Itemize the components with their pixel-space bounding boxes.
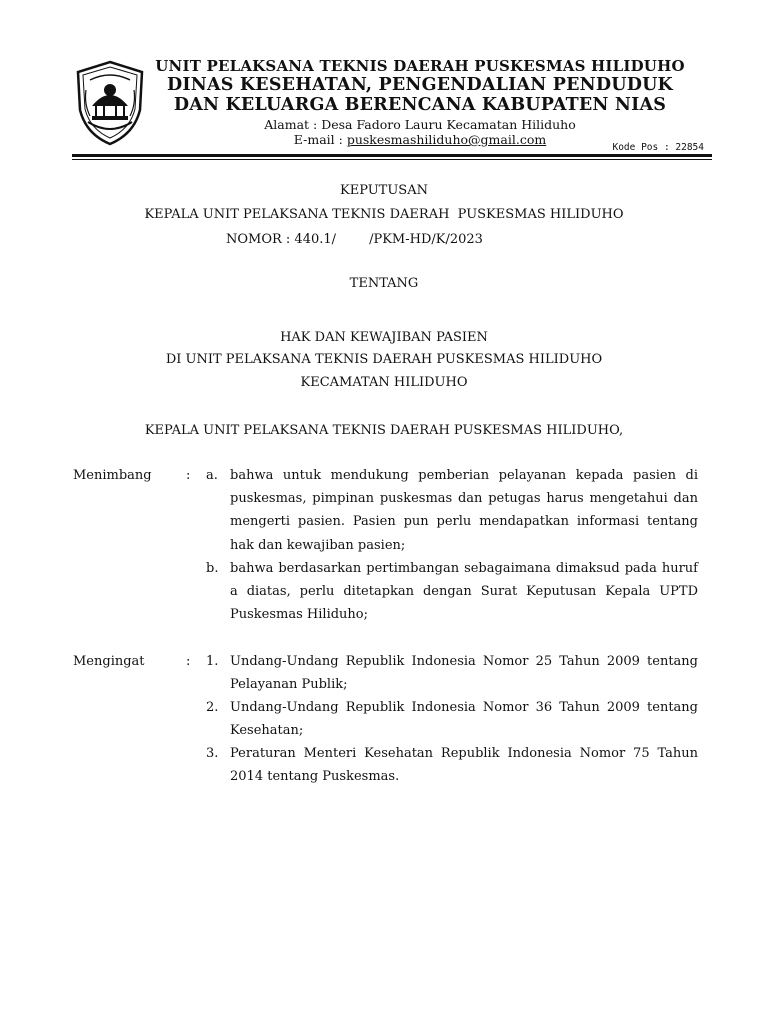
decree-issuer: KEPALA UNIT PELAKSANA TEKNIS DAERAH PUSKESMAS HILIDUHO <box>144 207 624 222</box>
menimbang-marker-a: a. <box>206 468 218 483</box>
menimbang-marker-b: b. <box>206 561 219 576</box>
email-link[interactable]: puskesmashiliduho@gmail.com <box>346 132 547 147</box>
mengingat-item-3: Peraturan Menteri Kesehatan Republik Indonesia Nomor 75 Tahun 2014 tentang Puskesmas. <box>230 746 698 785</box>
mengingat-marker-2: 2. <box>206 700 219 715</box>
letterhead-divider-thick <box>72 154 712 157</box>
letterhead-regency: DAN KELUARGA BERENCANA KABUPATEN NIAS <box>173 95 667 115</box>
mengingat-marker-3: 3. <box>206 746 219 761</box>
letterhead-address: Alamat : Desa Fadoro Lauru Kecamatan Hiliduho <box>264 117 576 132</box>
mengingat-colon: : <box>186 654 191 669</box>
decree-number: NOMOR : 440.1/ /PKM-HD/K/2023 <box>226 232 483 247</box>
mengingat-marker-1: 1. <box>206 654 219 669</box>
mengingat-item-1: Undang-Undang Republik Indonesia Nomor 25 Tahun 2009 tentang Pelayanan Publik; <box>230 654 698 693</box>
postal-code: Kode Pos : 22854 <box>612 142 704 153</box>
menimbang-item-b: bahwa berdasarkan pertimbangan sebagaimana dimaksud pada huruf a diatas, perlu ditetapkan dengan Surat Keputusan Kepala UPTD Puskesmas Hiliduho; <box>230 561 698 623</box>
mengingat-label: Mengingat <box>73 654 145 669</box>
nias-regency-emblem-icon <box>74 60 146 146</box>
decree-type: KEPUTUSAN <box>340 183 428 198</box>
letterhead-unit: UNIT PELAKSANA TEKNIS DAERAH PUSKESMAS HILIDUHO <box>155 57 685 75</box>
letterhead-office: DINAS KESEHATAN, PENGENDALIAN PENDUDUK <box>167 75 673 95</box>
head-line: KEPALA UNIT PELAKSANA TEKNIS DAERAH PUSKESMAS HILIDUHO, <box>144 423 624 438</box>
subject-line-2: DI UNIT PELAKSANA TEKNIS DAERAH PUSKESMAS HILIDUHO <box>165 352 603 367</box>
menimbang-label: Menimbang <box>73 468 152 483</box>
menimbang-colon: : <box>186 468 191 483</box>
letterhead <box>150 58 690 147</box>
letterhead-email-line <box>150 132 690 147</box>
email-label: E-mail : <box>293 132 347 147</box>
subject-line-1: HAK DAN KEWAJIBAN PASIEN <box>280 330 488 345</box>
mengingat-item-2: Undang-Undang Republik Indonesia Nomor 36 Tahun 2009 tentang Kesehatan; <box>230 700 698 739</box>
subject-line-3: KECAMATAN HILIDUHO <box>300 375 468 390</box>
menimbang-item-a: bahwa untuk mendukung pemberian pelayanan kepada pasien di puskesmas, pimpinan puskesmas dan petugas harus mengetahui dan mengerti pasien. Pasien pun perlu mendapatkan informasi tentang hak dan kewajiban pasien; <box>230 468 698 553</box>
letterhead-divider-thin <box>72 159 712 160</box>
about-label: TENTANG <box>349 276 419 291</box>
